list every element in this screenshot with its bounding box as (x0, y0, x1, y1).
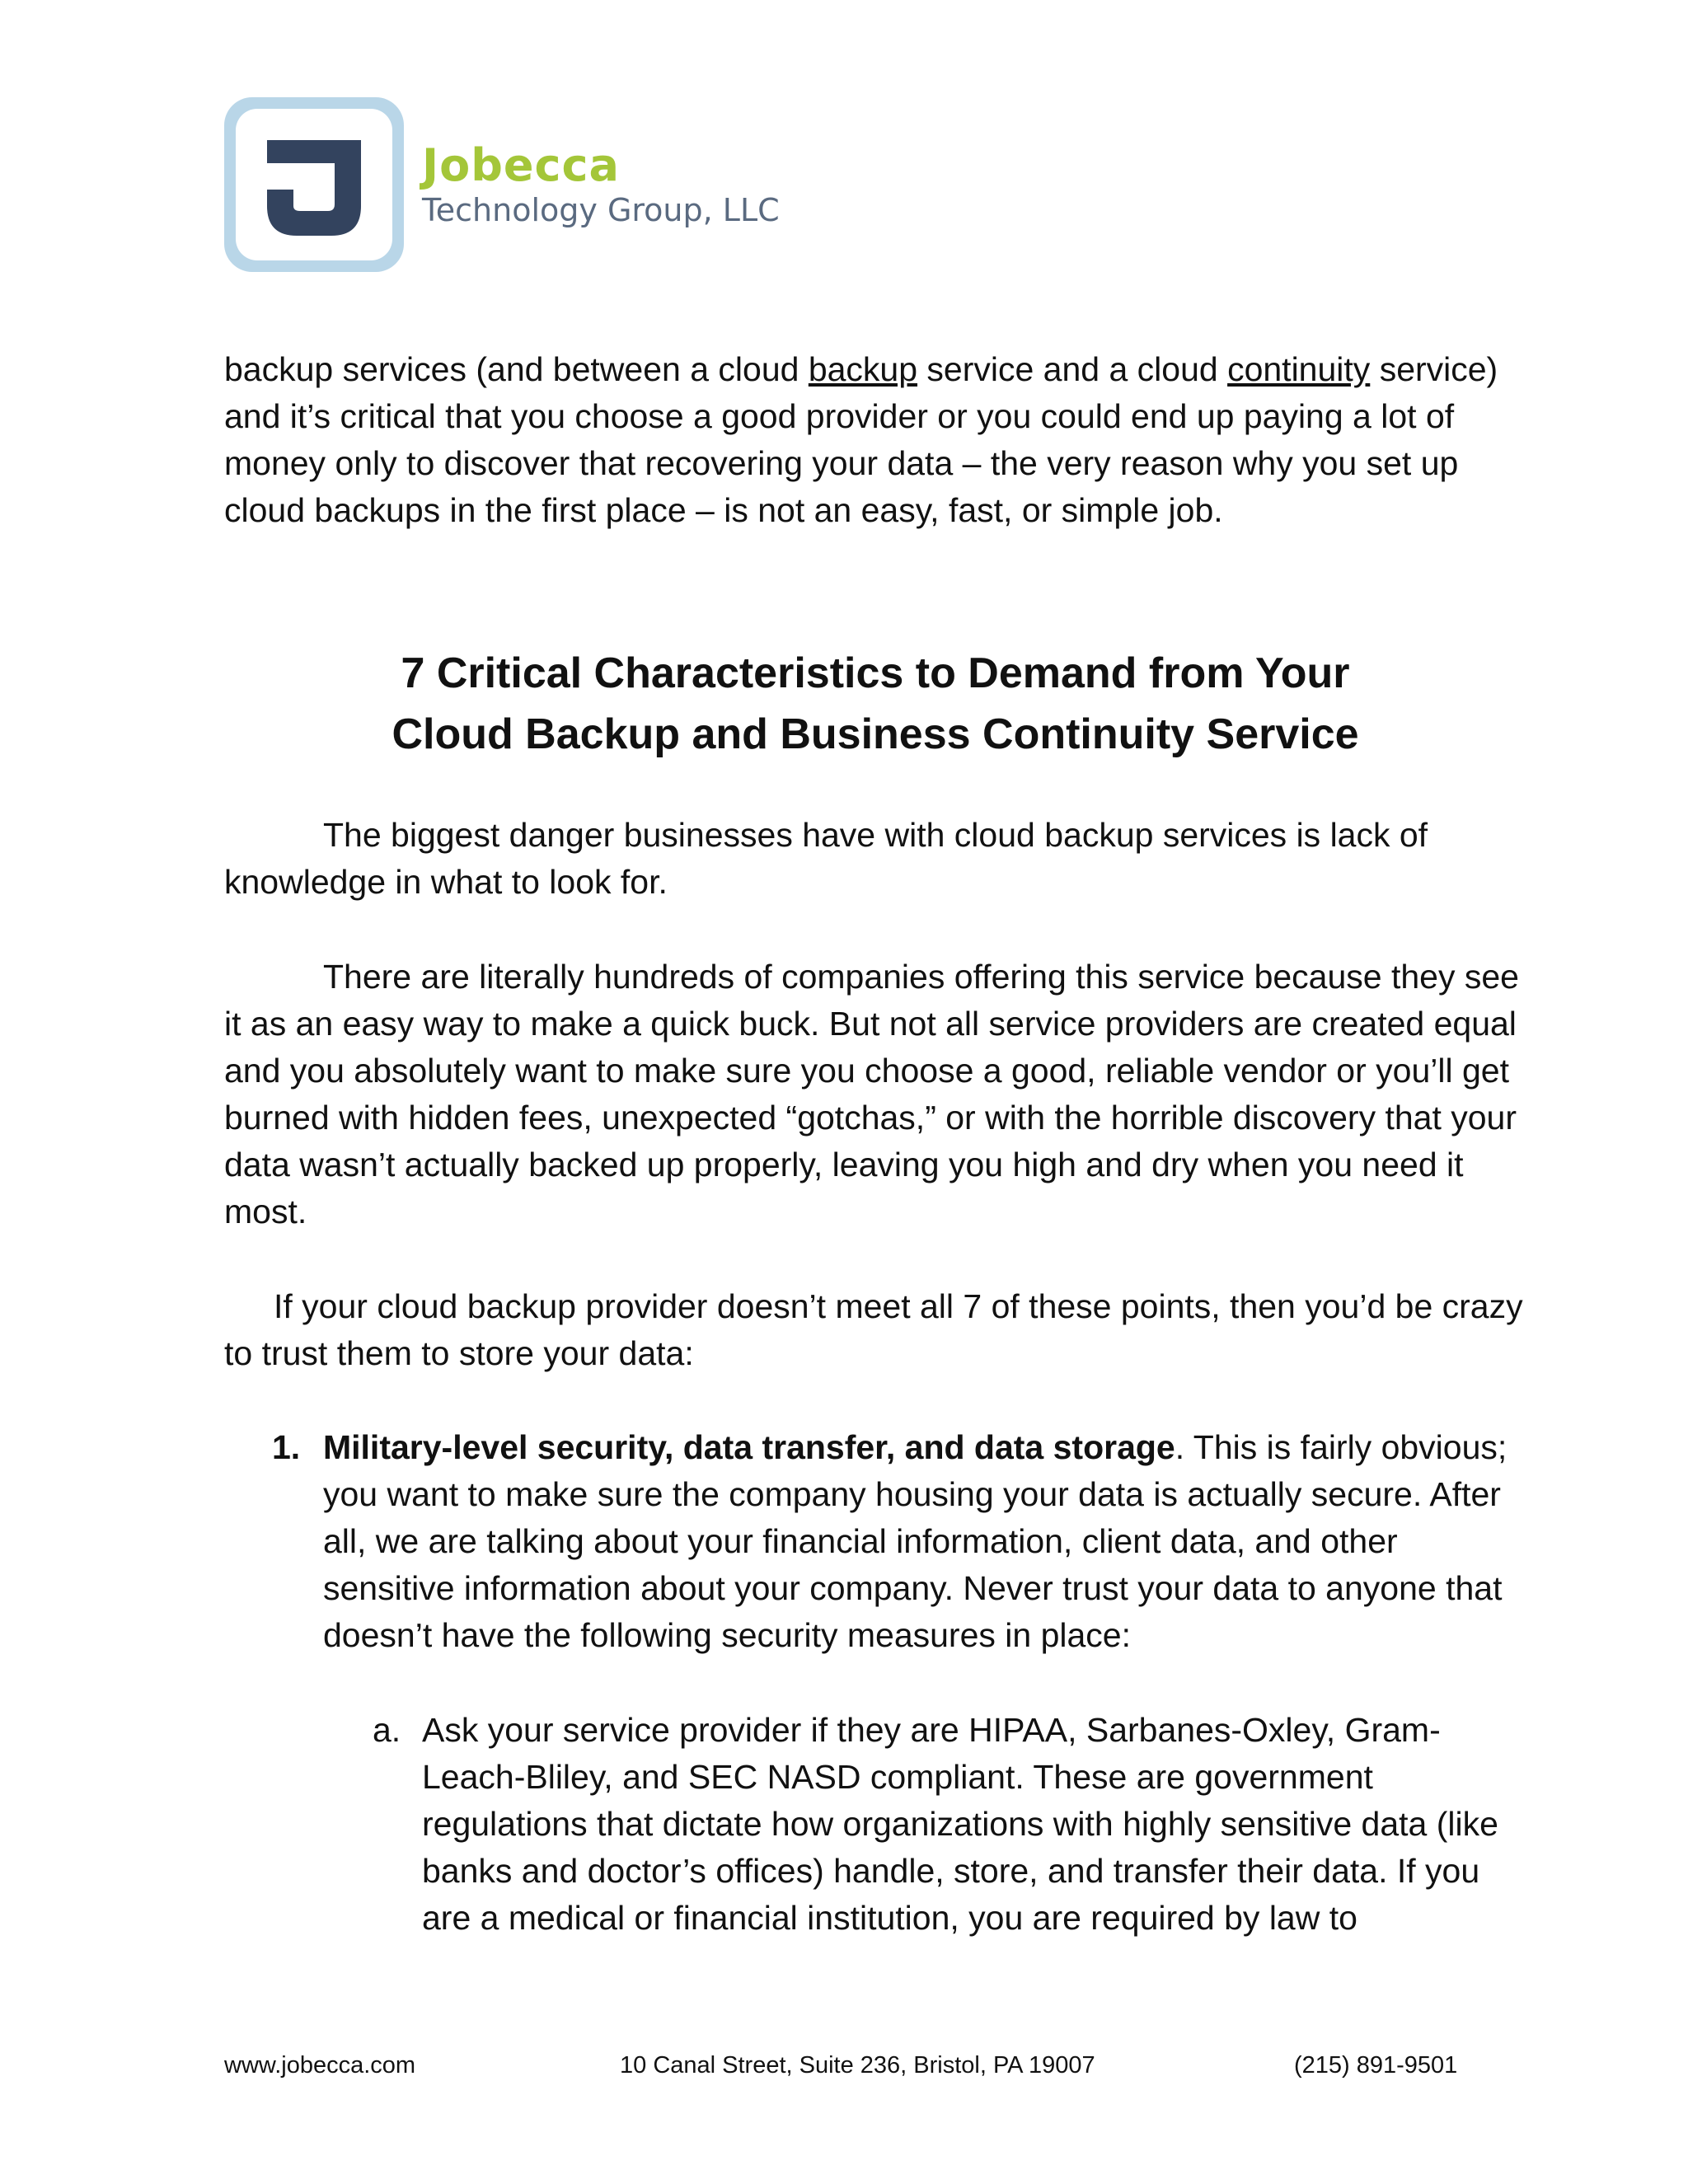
list-item-body: . This is fairly obvious; you want to make sure the company housing your data is actually secure. After all, we are talking about your financial information, client data, and other sensitive information about your company. Never trust your data to anyone that doesn’t have the following security measures in place: (323, 1428, 1507, 1654)
logo-mark-icon (224, 97, 404, 272)
sub-list-letter: a. (373, 1711, 401, 1749)
footer-address: 10 Canal Street, Suite 236, Bristol, PA 19007 (620, 2052, 1095, 2079)
logo-company-name: Jobecca (422, 139, 620, 191)
logo-j-icon (224, 97, 404, 272)
paragraph-biggest-danger: The biggest danger businesses have with cloud backup services is lack of knowledge in what to look for. (224, 816, 1428, 901)
list-number: 1. (272, 1428, 301, 1466)
sub-list-item (373, 1707, 1526, 1942)
footer-phone: (215) 891-9501 (1294, 2052, 1458, 2079)
paragraph-hundreds-of-companies: There are literally hundreds of companies offering this service because they see it as an easy way to make a quick buck. But not all service providers are created equal and you absolutely want to make sure you choose a good, reliable vendor or you’ll get burned with hidden fees, unexpected “gotchas,” or with the horrible discovery that your data wasn’t actually backed up properly, leaving you high and dry when you need it most. (224, 958, 1519, 1230)
intro-underlined-backup: backup (808, 350, 918, 388)
company-logo (224, 97, 780, 272)
logo-company-subtitle: Technology Group, LLC (422, 192, 780, 228)
list-item (272, 1424, 1526, 1659)
intro-text-3: service) and it’s critical that you choose a good provider or you could end up paying a lot of money only to discover that recovering your data – the very reason why you set up cloud backups in the first place – is not an easy, fast, or simple job. (224, 350, 1498, 529)
list-item-title: Military-level security, data transfer, and data storage (323, 1428, 1175, 1466)
intro-paragraph (224, 346, 1526, 534)
paragraph-seven-points: If your cloud backup provider doesn’t meet all 7 of these points, then you’d be crazy to trust them to store your data: (224, 1287, 1523, 1372)
intro-text-1: backup services (and between a cloud (224, 350, 809, 388)
section-heading (224, 643, 1526, 765)
intro-text-2: service and a cloud (917, 350, 1228, 388)
footer-website: www.jobecca.com (224, 2052, 416, 2079)
heading-line-2: Cloud Backup and Business Continuity Service (392, 710, 1359, 758)
sub-list-body: Ask your service provider if they are HIPAA, Sarbanes-Oxley, Gram-Leach-Bliley, and SEC NASD compliant. These are government regulations that dictate how organizations with highly sensitive data (like banks and doctor’s offices) handle, store, and transfer their data. If you are a medical or financial institution, you are required by law to (422, 1711, 1498, 1937)
heading-line-1: 7 Critical Characteristics to Demand from Your (401, 649, 1350, 697)
intro-underlined-continuity: continuity (1227, 350, 1371, 388)
